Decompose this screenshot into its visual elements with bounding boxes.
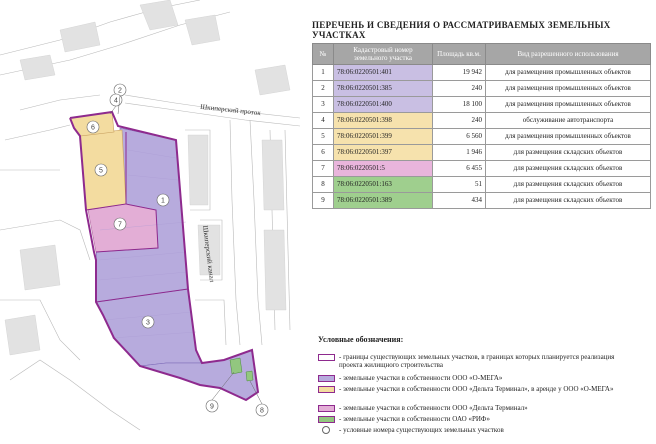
circle-icon xyxy=(322,426,330,434)
svg-text:8: 8 xyxy=(260,407,264,415)
cell-area: 51 xyxy=(433,177,486,193)
page-title: ПЕРЕЧЕНЬ И СВЕДЕНИЯ О РАССМАТРИВАЕМЫХ ЗЕМЕЛЬНЫХ УЧАСТКАХ xyxy=(312,20,611,40)
table-row xyxy=(313,177,651,193)
legend-item xyxy=(318,404,629,412)
cell-cadastral: 78:06:0220501:400 xyxy=(334,97,433,113)
cell-num: 8 xyxy=(313,177,334,193)
svg-text:4: 4 xyxy=(114,97,118,105)
parcels-table xyxy=(312,43,651,209)
cell-cadastral: 78:06:0220501:389 xyxy=(334,193,433,209)
legend-text: - условные номера существующих земельных участков xyxy=(339,426,504,434)
cell-area: 240 xyxy=(433,113,486,129)
col-area: Площадь кв.м. xyxy=(433,44,486,65)
cell-use: для размещения промышленных объектов xyxy=(486,81,651,97)
cell-cadastral: 78:06:0220501:385 xyxy=(334,81,433,97)
table-row xyxy=(313,65,651,81)
legend-swatch xyxy=(318,375,335,382)
parcel-number-1-text: 1 xyxy=(161,197,165,205)
cell-num: 1 xyxy=(313,65,334,81)
cell-use: для размещения складских объектов xyxy=(486,161,651,177)
cell-area: 6 455 xyxy=(433,161,486,177)
legend-item xyxy=(318,385,629,393)
cell-num: 3 xyxy=(313,97,334,113)
svg-text:5: 5 xyxy=(99,167,103,175)
table-row xyxy=(313,193,651,209)
legend-item xyxy=(318,353,629,369)
col-cadastral: Кадастровый номер земельного участка xyxy=(334,44,433,65)
cell-num: 4 xyxy=(313,113,334,129)
col-num: № xyxy=(313,44,334,65)
parcel-number-9 xyxy=(206,400,218,412)
cell-area: 434 xyxy=(433,193,486,209)
svg-text:6: 6 xyxy=(91,124,95,132)
cell-area: 18 100 xyxy=(433,97,486,113)
cell-use: для размещения промышленных объектов xyxy=(486,97,651,113)
parcel-number-4 xyxy=(110,94,122,106)
cell-cadastral: 78:06:0220501:399 xyxy=(334,129,433,145)
svg-text:9: 9 xyxy=(210,403,214,411)
table-row xyxy=(313,113,651,129)
parcel-8 xyxy=(246,371,253,381)
cell-num: 5 xyxy=(313,129,334,145)
cell-area: 1 946 xyxy=(433,145,486,161)
parcel-number-8 xyxy=(256,404,268,416)
legend-swatch xyxy=(318,354,335,361)
legend-swatch xyxy=(318,416,335,423)
legend-item xyxy=(318,374,629,382)
cell-cadastral: 78:06:0220501:163 xyxy=(334,177,433,193)
col-use: Вид разрешенного использования xyxy=(486,44,651,65)
canal-label: Шкиперский канал xyxy=(201,225,216,283)
cell-use: для размещения промышленных объектов xyxy=(486,65,651,81)
svg-text:7: 7 xyxy=(118,221,122,229)
cell-area: 6 560 xyxy=(433,129,486,145)
cell-use: обслуживание автотранспорта xyxy=(486,113,651,129)
table-row xyxy=(313,97,651,113)
cell-num: 2 xyxy=(313,81,334,97)
parcel-number-5 xyxy=(95,164,107,176)
cell-cadastral: 78:06:0220501:397 xyxy=(334,145,433,161)
cell-use: для размещения складских объектов xyxy=(486,193,651,209)
cell-cadastral: 78:06:0220501:5 xyxy=(334,161,433,177)
cell-cadastral: 78:06:0220501:401 xyxy=(334,65,433,81)
site-map xyxy=(0,0,300,444)
legend-text: - земельные участки в собственности ОАО «РИФ» xyxy=(339,415,490,423)
legend-item xyxy=(318,426,629,434)
cell-use: для размещения складских объектов xyxy=(486,177,651,193)
svg-text:3: 3 xyxy=(146,319,150,327)
cell-num: 9 xyxy=(313,193,334,209)
cell-area: 240 xyxy=(433,81,486,97)
cell-num: 7 xyxy=(313,161,334,177)
legend-swatch xyxy=(318,405,335,412)
street-label: Шкиперский проток xyxy=(199,102,262,118)
parcel-number-6 xyxy=(87,121,99,133)
table-row xyxy=(313,129,651,145)
legend-text: - земельные участки в собственности ООО «Дельта Терминал», в аренде у ООО «О-МЕГА» xyxy=(339,385,614,393)
cell-area: 19 942 xyxy=(433,65,486,81)
legend-swatch xyxy=(318,386,335,393)
cell-cadastral: 78:06:0220501:398 xyxy=(334,113,433,129)
parcel-number-3 xyxy=(142,316,154,328)
legend-item xyxy=(318,415,629,423)
table-row xyxy=(313,145,651,161)
cell-num: 6 xyxy=(313,145,334,161)
legend-text: - земельные участки в собственности ООО «Дельта Терминал» xyxy=(339,404,528,412)
svg-text:2: 2 xyxy=(118,87,122,95)
cell-use: для размещения складских объектов xyxy=(486,145,651,161)
parcel-number-7 xyxy=(114,218,126,230)
legend-title: Условные обозначения: xyxy=(318,335,404,344)
parcel-number-1 xyxy=(157,194,169,206)
table-row xyxy=(313,81,651,97)
parcel-9 xyxy=(230,358,242,374)
table-row xyxy=(313,161,651,177)
legend-text: - границы существующих земельных участков, в границах которых планируется реализация проекта жилищного строительства xyxy=(339,353,615,369)
legend-text: - земельные участки в собственности ООО «О-МЕГА» xyxy=(339,374,503,382)
cell-use: для размещения промышленных объектов xyxy=(486,129,651,145)
